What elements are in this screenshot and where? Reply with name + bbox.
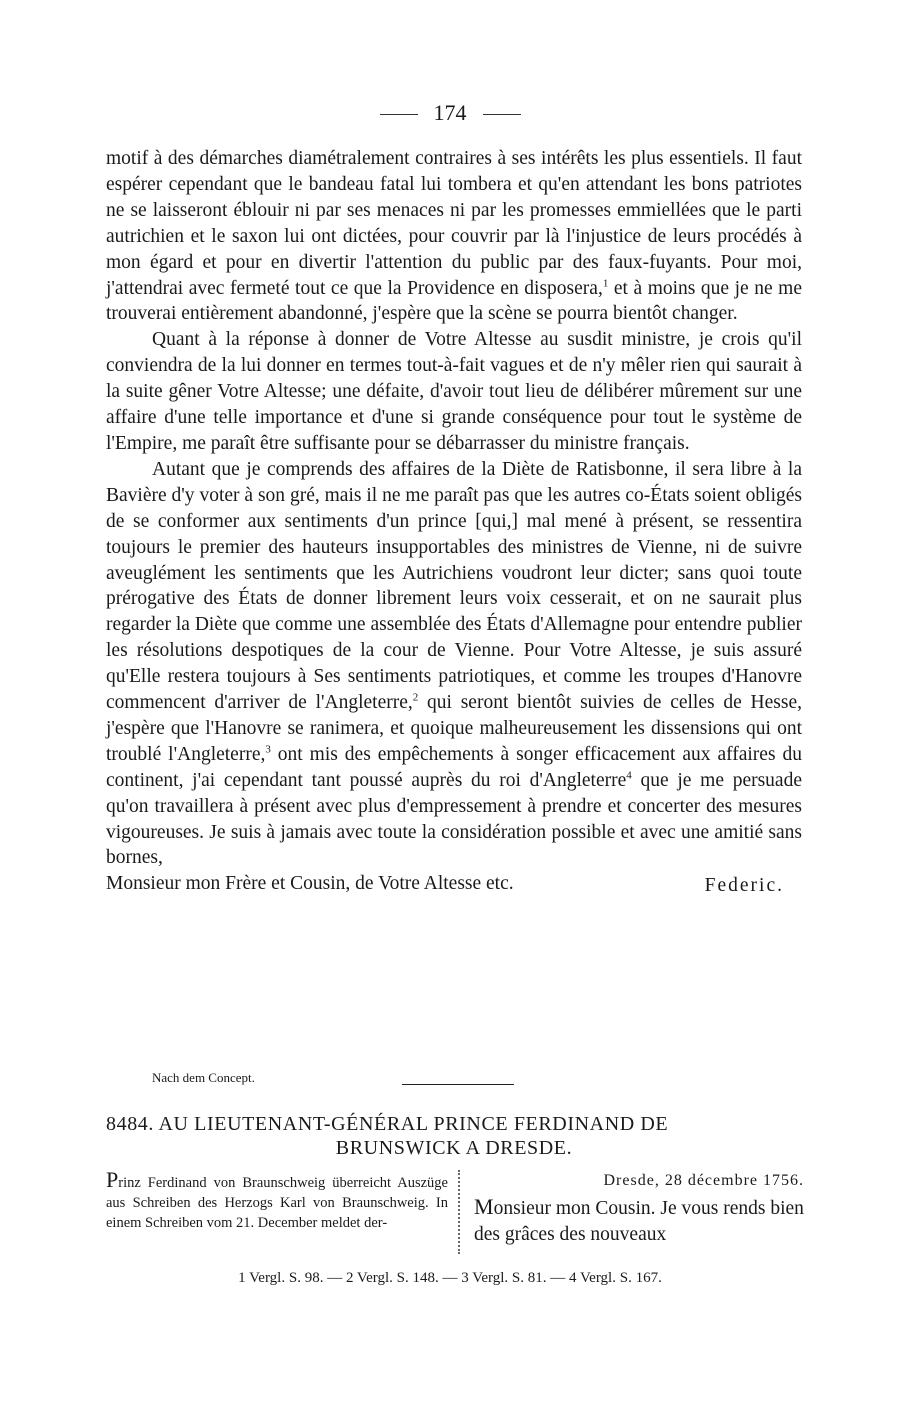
page-number-rule-right [483,114,521,115]
paragraph-1: motif à des démarches diamétralement contraires à ses intérêts les plus essentiels. Il faut espérer cependant que le bandeau fatal lui tombera et qu'en attendant les bons patriotes ne se laisseront éblouir ni par ses menaces ni par les promesses emmiellées que le parti autrichien et le saxon lui ont dictées, pour couvrir par là l'injustice de leurs procédés à mon égard et pour en divertir l'attention du public par des faux-fuyants. Pour moi, j'attendrai avec fermeté tout ce que la Providence en disposera,$^1$ et à moins que je ne me trouverai entièrement abandonné, j'espère que la scène se pourra bientôt changer. [106,148,802,325]
summary-text: rinz Ferdinand von Braunschweig überreicht Auszüge aus Schreiben des Herzogs Karl von Braunschweig. In einem Schreiben vom 21. December meldet der- [106,1175,448,1231]
footnote-ref-3: 3 [265,743,271,756]
salutation-text: onsieur mon Cousin. Je vous rends bien des grâces des nouveaux [474,1198,804,1245]
footnote-ref-2: 2 [412,691,419,704]
heading-line-2: BRUNSWICK A DRESDE. [335,1137,573,1159]
section-separator [402,1084,514,1085]
letter-heading [106,1112,802,1160]
letter-date: Dresde, 28 décembre 1756. [603,1172,804,1189]
page-number-text: 174 [433,100,467,125]
closing-row [106,871,802,897]
footnotes: 1 Vergl. S. 98. — 2 Vergl. S. 148. — 3 Vergl. S. 81. — 4 Vergl. S. 167. [238,1270,662,1286]
paragraph-2: Quant à la réponse à donner de Votre Altesse au susdit ministre, je crois qu'il conviendra de la lui donner en termes tout-à-fait vagues et de n'y mêler rien qui saurait à la suite gêner Votre Altesse; une défaite, d'avoir tout lieu de délibérer mûrement sur une affaire d'une telle importance et d'une si grande conséquence pour tout le système de l'Empire, me paraît être suffisante pour se débarrasser du ministre français. [106,329,802,454]
salutation [474,1194,804,1248]
letter-body [106,146,802,897]
heading-line-1: 8484. AU LIEUTENANT-GÉNÉRAL PRINCE FERDINAND DE [106,1113,669,1135]
letter-start-column [474,1168,804,1248]
closing-formula: Monsieur mon Frère et Cousin, de Votre Altesse etc. [106,873,514,895]
page-number [0,100,900,126]
footnote-ref-1: 1 [602,277,609,290]
footnote-ref-4: 4 [626,769,632,782]
summary-column [106,1167,448,1233]
signature: Federic. [704,875,784,897]
summary-initial: P [106,1167,119,1192]
page-number-rule-left [380,114,418,115]
source-note: Nach dem Concept. [152,1070,255,1085]
column-divider [458,1170,460,1254]
salutation-initial: M [474,1194,494,1219]
paragraph-3: Autant que je comprends des affaires de la Diète de Ratisbonne, il sera libre à la Bavière d'y voter à son gré, mais il ne me paraît pas que les autres co-États soient obligés de se conformer aux sentiments d'un prince [qui,] mal mené à présent, se ressentira toujours le premier des hauteurs insupportables des ministres de Vienne, ni de suivre aveuglément les sentiments que les Autrichiens voudront leur dicter; sans quoi toute prérogative des États de donner librement leurs voix cesserait, et on ne saurait plus regarder la Diète que comme une assemblée des États d'Allemagne pour entendre publier les résolutions despotiques de la cour de Vienne. Pour Votre Altesse, je suis assuré qu'Elle restera toujours à Ses sentiments patriotiques, et comme les troupes d'Hanovre commencent d'arriver de l'Angleterre,$^2$ qui seront bientôt suivies de celles de Hesse, j'espère que l'Hanovre se ranimera, et quoique malheureusement les dissensions qui ont troublé l'Angleterre,$^3$ ont mis des empêchements à songer efficacement aux affaires du continent, j'ai cependant tant poussé auprès du roi d'Angleterre$^4$ que je me persuade qu'on travaillera à présent avec plus d'empressement à prendre et concerter des mesures vigoureuses. Je suis à jamais avec toute la considération possible et avec une amitié sans bornes, [106,458,802,869]
